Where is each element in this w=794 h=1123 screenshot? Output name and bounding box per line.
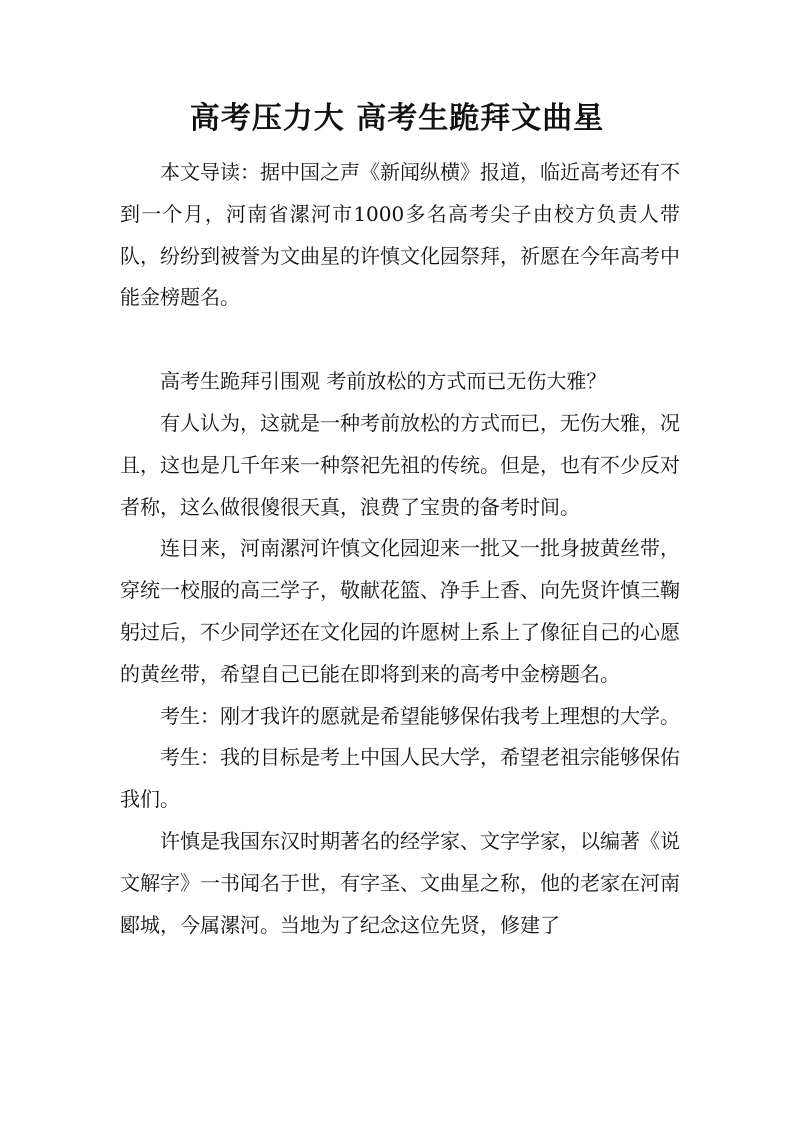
paragraph: 有人认为，这就是一种考前放松的方式而已，无伤大雅，况且，这也是几千年来一种祭祀先祖的传统。但是，也有不少反对者称，这么做很傻很天真，浪费了宝贵的备考时间。: [120, 410, 680, 519]
paragraph-intro: 本文导读：据中国之声《新闻纵横》报道，临近高考还有不到一个月，河南省漯河市1000多名高考尖子由校方负责人带队，纷纷到被誉为文曲星的许慎文化园祭拜，祈愿在今年高考中能金榜题名。: [120, 160, 680, 310]
document-title: 高考压力大 高考生跪拜文曲星: [189, 101, 605, 136]
document-body: [120, 152, 680, 946]
paragraph: 连日来，河南漯河许慎文化园迎来一批又一批身披黄丝带，穿统一校服的高三学子，敬献花篮、净手上香、向先贤许慎三鞠躬过后，不少同学还在文化园的许愿树上系上了像征自己的心愿的黄丝带，希望自己已能在即将到来的高考中金榜题名。: [120, 536, 680, 686]
paragraph-quote: 考生：我的目标是考上中国人民大学，希望老祖宗能够保佑我们。: [120, 745, 680, 812]
section-heading: 高考生跪拜引围观 考前放松的方式而已无伤大雅？: [160, 369, 607, 394]
paragraph-gap: [120, 319, 680, 361]
paragraph-quote: 考生：刚才我许的愿就是希望能够保佑我考上理想的大学。: [160, 703, 680, 728]
paragraph: 许慎是我国东汉时期著名的经学家、文字学家，以编著《说文解字》一书闻名于世，有字圣、文曲星之称，他的老家在河南郾城，今属漯河。当地为了纪念这位先贤，修建了: [120, 828, 680, 937]
